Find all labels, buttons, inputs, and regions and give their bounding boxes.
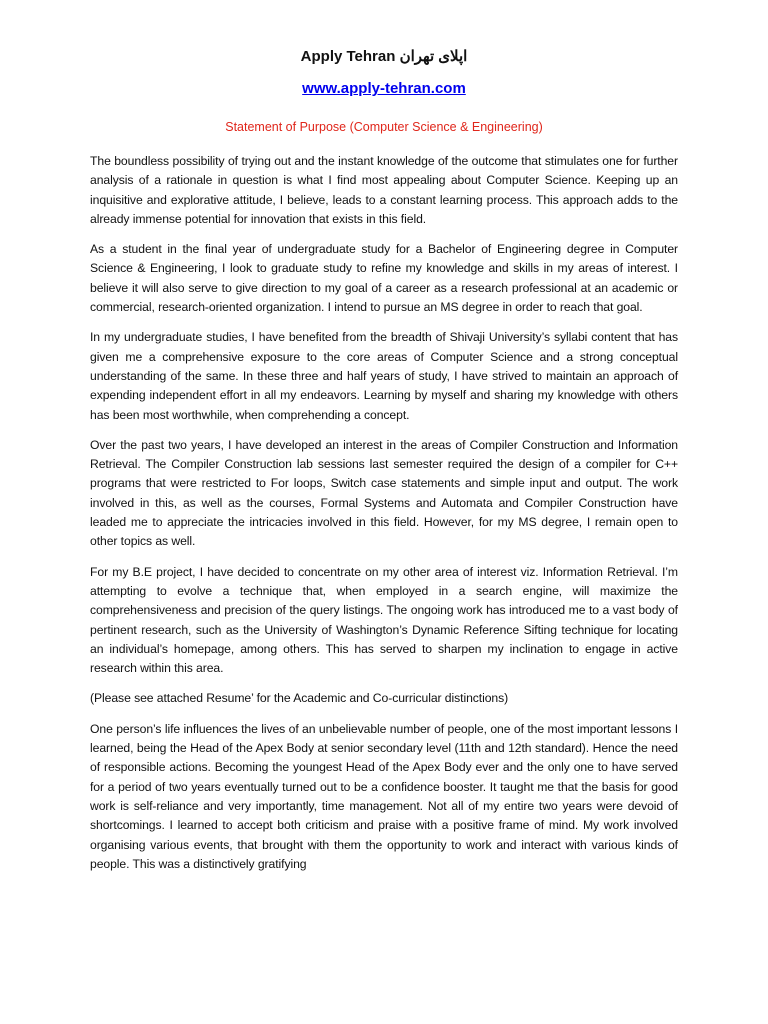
paragraph-intro: The boundless possibility of trying out and the instant knowledge of the outcome that stimulates one for further analysis of a rationale in question is what I find most appealing about Computer Science. Keeping up an inquisitive and explorative attitude, I believe, leads to a constant learning process. This approach adds to the already immense potential for innovation that exists in this field.: [90, 154, 678, 226]
document-page: [90, 46, 678, 885]
site-url-link[interactable]: www.apply-tehran.com: [302, 80, 466, 97]
paragraph-undergraduate: In my undergraduate studies, I have benefited from the breadth of Shivaji University’s syllabi content that has given me a comprehensive exposure to the core areas of Computer Science and a strong conceptual understanding of the same. In these three and half years of study, I have strived to maintain an approach of expending independent effort in all my endeavors. Learning by myself and sharing my knowledge with others has been most worthwhile, when comprehending a concept.: [90, 330, 678, 422]
paragraph-project: For my B.E project, I have decided to concentrate on my other area of interest viz. Information Retrieval. I’m attempting to evolve a technique that, when employed in a search engine, will maximize the comprehensiveness and precision of the query listings. The ongoing work has introduced me to a vast body of pertinent research, such as the University of Washington’s Dynamic Reference Sifting technique for locating an individual’s homepage, among others. This has served to sharpen my inclination to engage in active research within this area.: [90, 564, 678, 676]
document-title: Statement of Purpose (Computer Science & Engineering): [225, 120, 543, 134]
paragraph-leadership: One person’s life influences the lives of an unbelievable number of people, one of the most important lessons I learned, being the Head of the Apex Body at senior secondary level (11th and 12th standard). Hence the need of responsible actions. Becoming the youngest Head of the Apex Body ever and the only one to have served for a period of two years eventually turned out to be a confidence booster. It taught me that the basis for good work is self-reliance and very importantly, time management. Not all of my entire two years were devoid of shortcomings. I learned to accept both criticism and praise with a positive frame of mind. My work involved organising various events, that brought with them the opportunity to work and interact with various kinds of people. This was a distinctively gratifying: [90, 721, 678, 871]
paragraph-goals: As a student in the final year of undergraduate study for a Bachelor of Engineering degree in Computer Science & Engineering, I look to graduate study to refine my knowledge and skills in my areas of interest. I believe it will also serve to give direction to my goal of a career as a research professional at an academic or commercial, research-oriented organization. I intend to pursue an MS degree in order to reach that goal.: [90, 242, 678, 315]
site-title: Apply Tehran اپلای تهران: [300, 48, 468, 65]
paragraph-resume-note: (Please see attached Resume’ for the Academic and Co-curricular distinctions): [90, 691, 509, 706]
paragraph-interests: Over the past two years, I have developed an interest in the areas of Compiler Construction and Information Retrieval. The Compiler Construction lab sessions last semester required the design of a compiler for C++ programs that were restricted to For loops, Switch case statements and simple input and output. The work involved in this, as well as the courses, Formal Systems and Automata and Compiler Construction have leaded me to appreciate the intricacies involved in this field. However, for my MS degree, I remain open to other topics as well.: [90, 437, 678, 549]
